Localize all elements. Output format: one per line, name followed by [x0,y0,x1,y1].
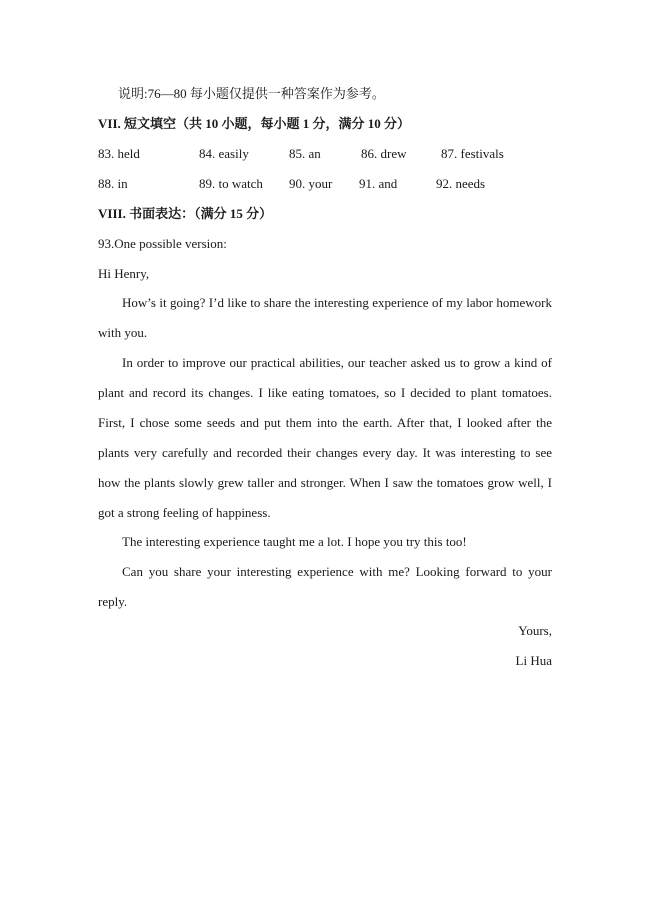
answer-89: 89. to watch [199,176,263,191]
answer-83: 83. held [98,146,140,161]
letter-paragraph-3 [98,527,552,557]
answer-90: 90. your [289,176,333,191]
letter-paragraph-2 [98,348,552,528]
letter-paragraph-3-text: The interesting experience taught me a lot. I hope you try this too! [122,534,467,549]
answer-86: 86. drew [361,146,407,161]
answer-88: 88. in [98,176,128,191]
section-7-title: VII. 短文填空（共 10 小题，每小题 1 分，满分 10 分） [98,116,411,131]
answer-92: 92. needs [436,176,486,191]
letter-paragraph-1 [98,288,552,348]
letter-closing: Yours, [518,623,552,638]
letter-paragraph-2-text: In order to improve our practical abilities, our teacher asked us to grow a kind of plant and record its changes. I like eating tomatoes, so I decided to plant tomatoes. First, I chose some seeds and put them into the earth. After that, I looked after the plants very carefully and recorded their changes every day. It was interesting to see how the plants slowly grew taller and stronger. When I saw the tomatoes grow well, I got a strong feeling of happiness. [98,355,552,520]
answer-85: 85. an [289,146,321,161]
answer-91: 91. and [359,176,398,191]
answer-note: 说明:76—80 每小题仅提供一种答案作为参考。 [118,86,385,101]
letter-paragraph-1-text: How’s it going? I’d like to share the interesting experience of my labor homework with you. [98,295,552,340]
essay-intro: 93.One possible version: [98,236,227,251]
letter-greeting: Hi Henry, [98,266,150,281]
answer-87: 87. festivals [441,146,504,161]
section-8-title: VIII. 书面表达：（满分 15 分） [98,206,273,221]
letter-signature: Li Hua [515,653,552,668]
answer-84: 84. easily [199,146,249,161]
letter-paragraph-4 [98,557,552,617]
letter-paragraph-4-text: Can you share your interesting experience with me? Looking forward to your reply. [98,564,552,609]
